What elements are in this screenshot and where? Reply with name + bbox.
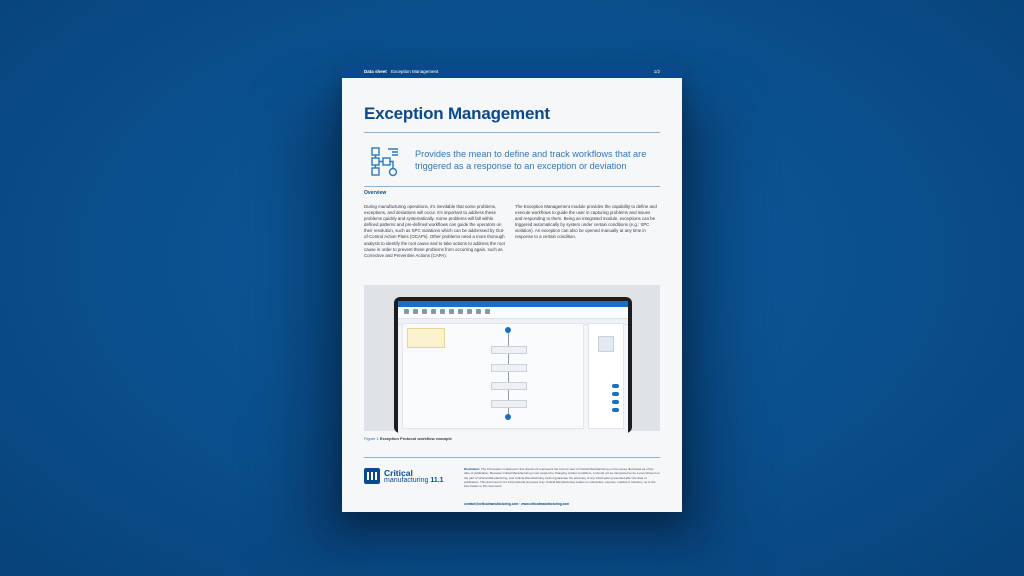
end-node <box>505 414 511 420</box>
overview-heading: Overview <box>364 190 387 196</box>
divider <box>364 457 660 458</box>
datasheet-page <box>342 64 682 512</box>
page-number: 1/2 <box>653 68 660 74</box>
workflow-step <box>491 364 527 372</box>
doc-section: Exception Management <box>391 68 439 74</box>
header-bar <box>342 64 682 78</box>
page-title: Exception Management <box>364 104 550 123</box>
workflow-icon <box>370 145 402 177</box>
doc-type: Data sheet <box>364 68 387 74</box>
brand-logo: Critical manufacturing 11.1 <box>364 468 454 494</box>
logo-mark-icon <box>364 468 380 484</box>
overview-text-left: During manufacturing operations, it's inevitable that some problems, exceptions, and deviations will occur. It's important to address these problems quickly and systematically. Some problems will fall within defined patterns and pre-defined workflows can guide the operators on their resolution, such as SPC violations which can be addressed by Out-of-Control Action Plans (OCAPs). Other problems need a more thorough analysis to identify the root cause and to take actions to address the root cause in order to prevent these problems from occurring again, such as Corrective and Preventive Actions (CAPA). <box>364 204 505 258</box>
workflow-step <box>491 346 527 354</box>
overview-text-right: The Exception Management module provides the capability to define and execute workflows to guide the user in capturing problems and issues and responding to them. Being an integrated module, exceptions can be triggered automatically by system under certain conditions (e.g.: SPC violation). An exception can also be opened manually at any time in response to a certain condition. <box>515 204 657 240</box>
app-ui <box>398 301 628 433</box>
sticky-note <box>407 328 445 348</box>
properties-panel <box>588 323 624 429</box>
figure-label: Figure 1 <box>364 436 379 441</box>
divider <box>364 186 660 187</box>
workflow-step <box>491 382 527 390</box>
disclaimer: Disclaimer: The information contained in this document represents the current view of Critical Manufacturing on the issues discussed as of the date of publication. Because Critical Manufacturing must respond to changing market conditions, it should not be interpreted to be a commitment on the part of Critical Manufacturing, and Critical Manufacturing cannot guarantee the accuracy of any information presented after the date of publication. This document is for informational purposes only. Critical Manufacturing makes no warranties, express, implied or statutory, as to the information in this document. <box>464 467 660 489</box>
workflow-step <box>491 400 527 408</box>
app-toolbar <box>398 307 628 319</box>
figure-image <box>364 285 660 431</box>
divider <box>364 132 660 133</box>
figure-caption: Figure 1 Exception Protocol workflow example <box>364 436 452 441</box>
workflow-canvas <box>402 323 584 429</box>
tablet-screenshot <box>394 297 632 433</box>
contact-links: contact@criticalmanufacturing.com · www.criticalmanufacturing.com <box>464 502 570 506</box>
intro-statement: Provides the mean to define and track workflows that are triggered as a response to an exception or deviation <box>415 149 647 171</box>
